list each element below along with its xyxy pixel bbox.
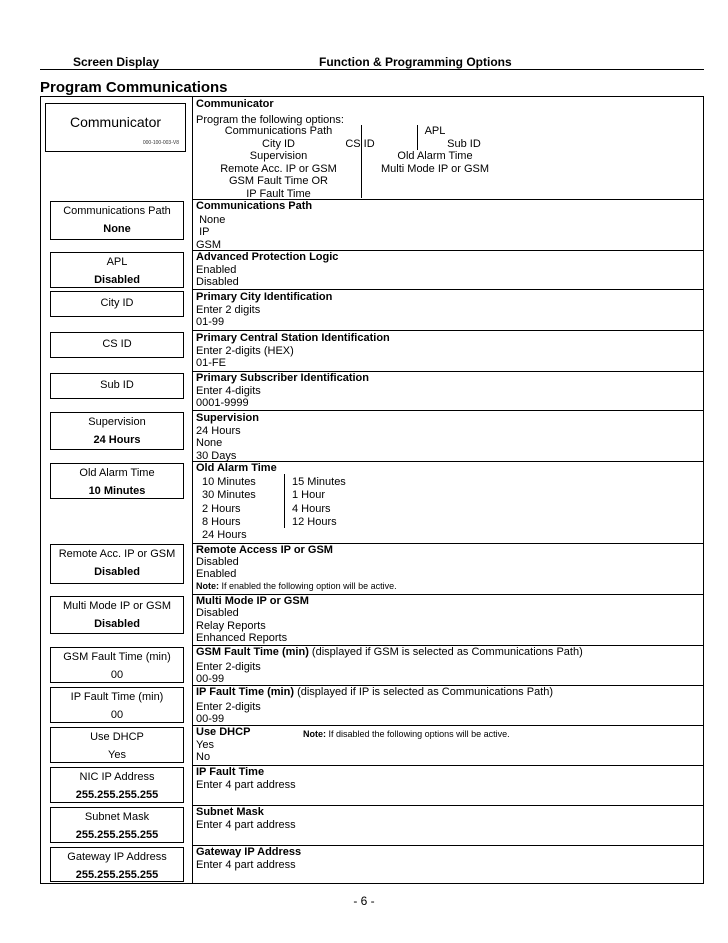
row-divider bbox=[192, 410, 704, 411]
screen-label: CS ID bbox=[102, 338, 132, 350]
screen-multi-mode bbox=[50, 596, 184, 634]
screen-label: Old Alarm Time bbox=[79, 467, 155, 479]
screen-subnet-mask bbox=[50, 807, 184, 843]
communicator-code: 000-100-003-V8 bbox=[142, 140, 179, 146]
screen-gsm-fault-time bbox=[50, 647, 184, 683]
screen-label: Use DHCP bbox=[90, 731, 144, 743]
screen-communications-path bbox=[50, 201, 184, 240]
communicator-heading: Communicator bbox=[196, 98, 274, 110]
screen-label: Multi Mode IP or GSM bbox=[63, 600, 171, 612]
screen-value: Disabled bbox=[94, 618, 140, 630]
option-old-alarm-time-heading: Old Alarm Time bbox=[196, 462, 277, 474]
screen-label: Communications Path bbox=[63, 205, 171, 217]
option-cs-id: Primary Central Station Identification Enter 2-digits (HEX) 01-FE bbox=[196, 332, 390, 369]
screen-label: Remote Acc. IP or GSM bbox=[58, 548, 176, 560]
header-function-options: Function & Programming Options bbox=[319, 55, 512, 69]
screen-old-alarm-time bbox=[50, 463, 184, 499]
option-communications-path: Communications Path None IP GSM bbox=[196, 200, 313, 251]
screen-supervision bbox=[50, 412, 184, 450]
communicator-separator-1 bbox=[361, 125, 362, 198]
screen-nic-ip-address bbox=[50, 767, 184, 803]
option-subnet-mask: Subnet Mask Enter 4 part address bbox=[196, 806, 296, 831]
screen-value: Disabled bbox=[94, 274, 140, 286]
screen-ip-fault-time bbox=[50, 687, 184, 723]
option-nic-ip-address: IP Fault Time Enter 4 part address bbox=[196, 766, 296, 791]
screen-city-id bbox=[50, 291, 184, 317]
screen-value: 00 bbox=[110, 669, 124, 681]
communicator-screen-label: Communicator bbox=[69, 114, 162, 130]
option-city-id: Primary City Identification Enter 2 digits 01-99 bbox=[196, 291, 333, 328]
screen-value: None bbox=[103, 223, 131, 235]
option-apl: Advanced Protection Logic Enabled Disabled bbox=[196, 251, 339, 288]
old-alarm-time-col-a: 10 Minutes 30 Minutes 2 Hours 8 Hours 24 Hours bbox=[202, 476, 256, 542]
screen-value: Yes bbox=[108, 749, 126, 761]
screen-remote-access bbox=[50, 544, 184, 584]
screen-value: 255.255.255.255 bbox=[75, 829, 159, 841]
header-divider bbox=[40, 69, 704, 70]
communicator-screen bbox=[45, 103, 186, 152]
screen-label: Sub ID bbox=[100, 379, 134, 391]
option-sub-id: Primary Subscriber Identification Enter 4-digits 0001-9999 bbox=[196, 372, 369, 409]
communicator-col2: CS ID bbox=[345, 137, 375, 150]
screen-label: APL bbox=[106, 256, 128, 268]
screen-label: Subnet Mask bbox=[84, 811, 150, 823]
option-supervision: Supervision 24 Hours None 30 Days bbox=[196, 412, 259, 462]
screen-value: 255.255.255.255 bbox=[75, 869, 159, 881]
screen-apl bbox=[50, 252, 184, 288]
screen-sub-id bbox=[50, 373, 184, 399]
screen-cs-id bbox=[50, 332, 184, 358]
screen-label: Gateway IP Address bbox=[67, 851, 167, 863]
screen-value: 00 bbox=[110, 709, 124, 721]
screen-label: Supervision bbox=[88, 416, 146, 428]
screen-value: Disabled bbox=[94, 566, 140, 578]
header-screen-display: Screen Display bbox=[73, 55, 160, 69]
communicator-intro: Program the following options: bbox=[196, 114, 344, 126]
screen-value: 255.255.255.255 bbox=[75, 789, 159, 801]
screen-gateway-ip-address bbox=[50, 847, 184, 882]
row-divider bbox=[192, 289, 704, 290]
old-alarm-time-separator bbox=[284, 474, 285, 528]
page-title: Program Communications bbox=[40, 79, 228, 96]
communicator-col3: APL Sub ID Old Alarm Time Multi Mode IP or GSM bbox=[381, 125, 489, 175]
screen-value: 24 Hours bbox=[93, 434, 141, 446]
communicator-col1: Communications Path City ID Supervision Remote Acc. IP or GSM GSM Fault Time OR IP Fault Time bbox=[220, 125, 337, 200]
option-gsm-fault-time: GSM Fault Time (min) (displayed if GSM is selected as Communications Path) Enter 2-digits 00-99 bbox=[196, 646, 583, 685]
screen-label: GSM Fault Time (min) bbox=[63, 651, 171, 663]
screen-value: 10 Minutes bbox=[88, 485, 146, 497]
option-remote-access: Remote Access IP or GSM Disabled Enabled Note: If enabled the following option will be active. bbox=[196, 544, 397, 591]
option-multi-mode: Multi Mode IP or GSM Disabled Relay Reports Enhanced Reports bbox=[196, 595, 309, 644]
old-alarm-time-col-b: 15 Minutes 1 Hour 4 Hours 12 Hours bbox=[292, 476, 346, 528]
screen-use-dhcp bbox=[50, 727, 184, 763]
use-dhcp-note: Note: If disabled the following options will be active. bbox=[303, 729, 510, 739]
row-divider bbox=[192, 330, 704, 331]
screen-label: NIC IP Address bbox=[79, 771, 155, 783]
option-use-dhcp: Use DHCP Yes No bbox=[196, 726, 251, 763]
screen-label: City ID bbox=[100, 297, 134, 309]
option-gateway-ip-address: Gateway IP Address Enter 4 part address bbox=[196, 846, 302, 871]
page-number: - 6 - bbox=[353, 894, 375, 908]
screen-label: IP Fault Time (min) bbox=[70, 691, 164, 703]
option-ip-fault-time: IP Fault Time (min) (displayed if IP is selected as Communications Path) Enter 2-digits 00-99 bbox=[196, 686, 554, 725]
